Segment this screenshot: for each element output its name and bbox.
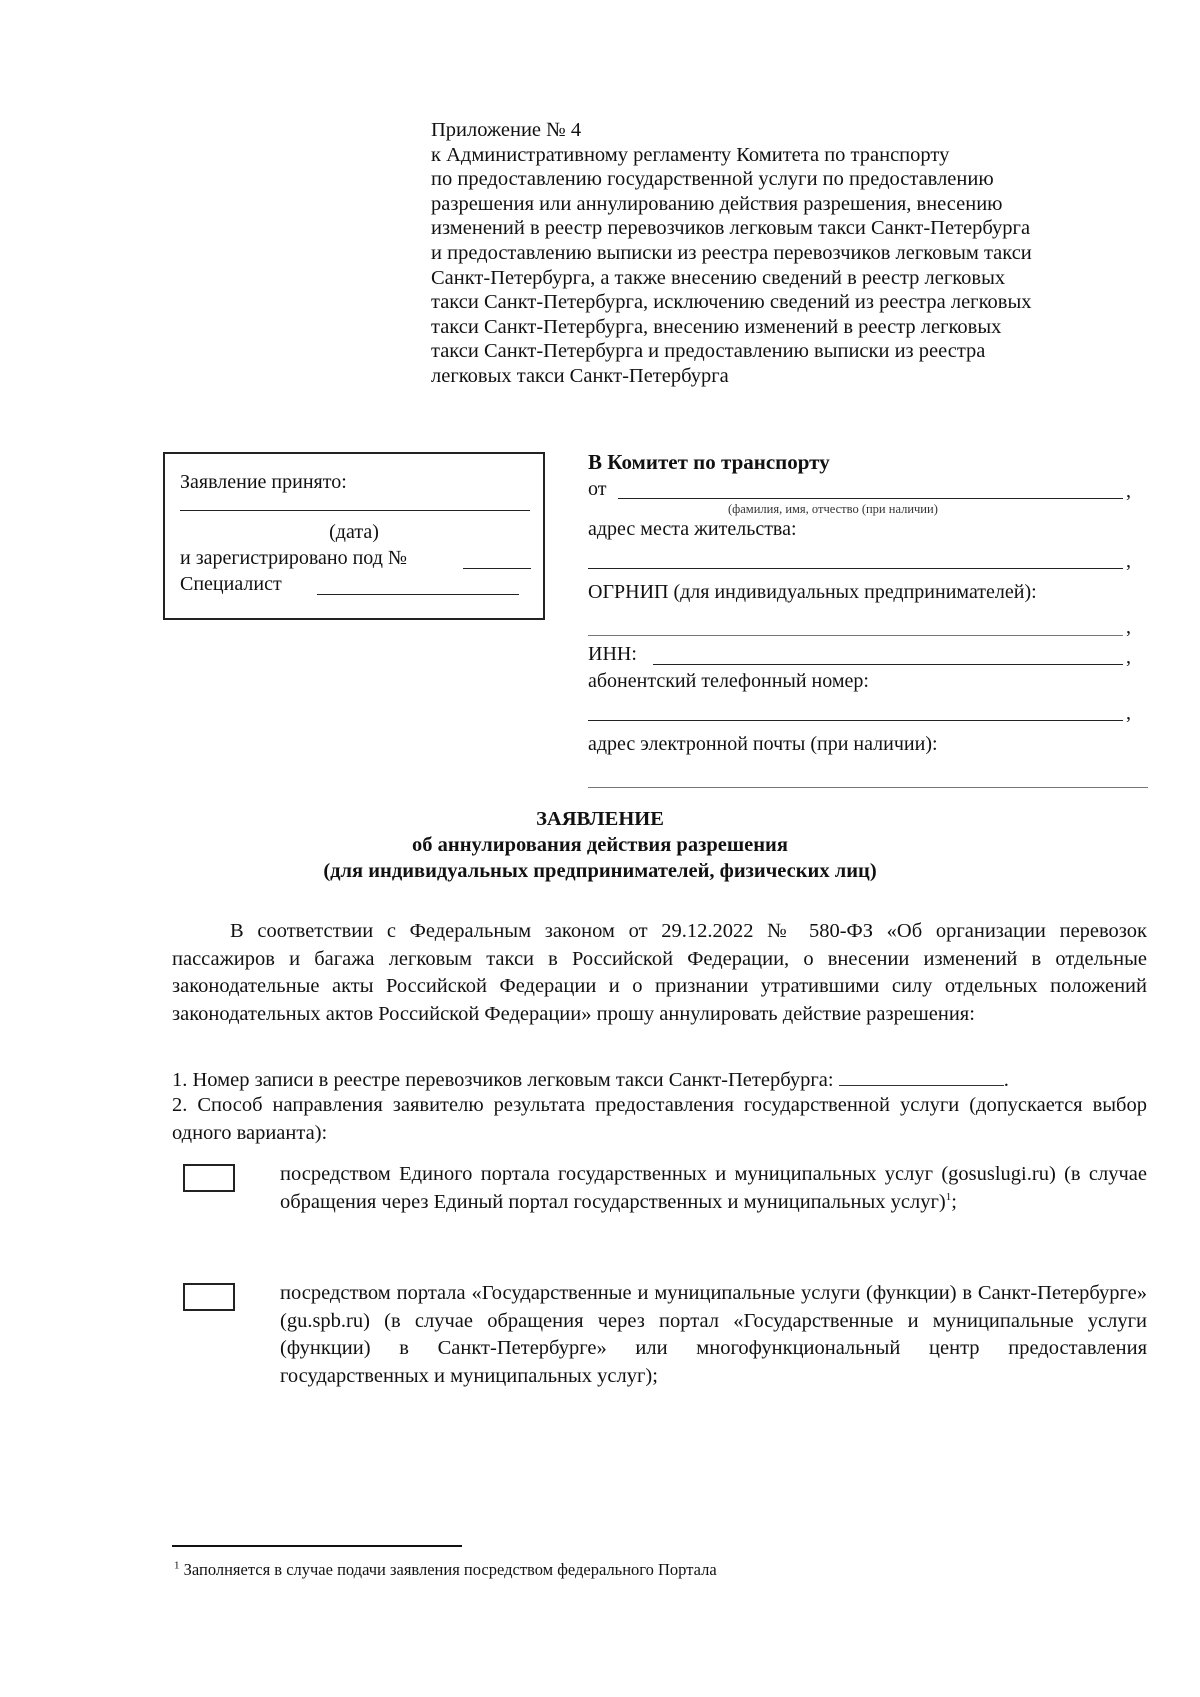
registered-label: и зарегистрировано под № [180,547,407,569]
residence-field[interactable] [588,568,1123,569]
comma: , [1126,702,1131,724]
option-2-text: посредством портала «Государственные и муниципальные услуги (функции) в Санкт-Петербурге» (gu.spb.ru) (в случае обращения через портал «Государственные и муниципальные услуги (функции) в Санкт-Петербурге» или многофункциональный центр предоставления государственных и муниципальных услуг); [280,1282,1147,1387]
residence-label: адрес места жительства: [588,518,797,540]
item-2-text: 2. Способ направления заявителю результата предоставления государственной услуги (допускается выбор одного варианта): [172,1094,1147,1144]
specialist-field[interactable] [317,594,519,595]
item-2 [172,1092,1147,1147]
appendix-line: разрешения или аннулированию действия разрешения, внесению [431,192,1003,215]
footnote-text: Заполняется в случае подачи заявления посредством федерального Портала [183,1560,717,1579]
document-subtitle-2: (для индивидуальных предпринимателей, физических лиц) [323,860,877,882]
appendix-line: по предоставлению государственной услуги по предоставлению [431,168,994,191]
option-1 [280,1161,1147,1216]
intro-paragraph [172,918,1147,1028]
registry-number-field[interactable] [839,1065,1004,1086]
appendix-line: такси Санкт-Петербурга, внесению изменений в реестр легковых [431,315,1002,338]
appendix-line: к Административному регламенту Комитета по транспорту [431,143,950,166]
appendix-line: легковых такси Санкт-Петербурга [431,364,729,387]
addressee-title: В Комитет по транспорту [588,450,830,474]
appendix-line: и предоставлению выписки из реестра перевозчиков легковым такси [431,241,1032,264]
phone-field[interactable] [588,720,1123,721]
document-title: ЗАЯВЛЕНИЕ [536,808,664,830]
semicolon: ; [951,1190,957,1213]
comma: , [1126,646,1131,668]
appendix-header [431,118,1151,389]
footnote [174,1560,717,1580]
option-1-checkbox[interactable] [183,1164,235,1192]
appendix-line: такси Санкт-Петербурга и предоставлению выписки из реестра [431,340,986,363]
intro-text: В соответствии с Федеральным законом от 29.12.2022 № 580-ФЗ «Об организации перевозок пассажиров и багажа легковым такси в Российской Федерации, о внесении изменений в отдельные законодательные акты Российской Федерации и о признании утратившими силу отдельных положений законодательных актов Российской Федерации» прошу аннулировать действие разрешения: [172,920,1147,1025]
from-name-field[interactable] [618,498,1123,499]
appendix-line: Санкт-Петербурга, а также внесению сведений в реестр легковых [431,266,1006,289]
appendix-line: Приложение № 4 [431,119,582,141]
item-1-text: 1. Номер записи в реестре перевозчиков легковым такси Санкт-Петербурга: [172,1069,834,1091]
inn-label: ИНН: [588,643,637,665]
comma: , [1126,550,1131,572]
from-caption: (фамилия, имя, отчество (при наличии) [728,502,938,516]
item-1 [172,1065,1147,1095]
from-label: от [588,478,607,500]
option-1-text: посредством Единого портала государственных и муниципальных услуг (gosuslugi.ru) (в случае обращения через Единый портал государственных и муниципальных услуг) [280,1163,1147,1213]
accept-date-field[interactable] [180,510,530,511]
document-subtitle: об аннулирования действия разрешения [412,834,788,856]
appendix-line: такси Санкт-Петербурга, исключению сведений из реестра легковых [431,291,1032,314]
phone-label: абонентский телефонный номер: [588,670,869,692]
ogrnip-label: ОГРНИП (для индивидуальных предпринимателей): [588,581,1037,603]
comma: , [1126,616,1131,638]
acceptance-stamp-box [163,452,545,620]
email-label: адрес электронной почты (при наличии): [588,733,938,755]
comma: , [1126,480,1131,502]
footnote-ref: 1 [945,1190,952,1203]
ogrnip-field[interactable] [588,635,1123,636]
registration-number-field[interactable] [463,568,531,569]
option-2 [280,1280,1147,1390]
specialist-label: Специалист [180,573,282,595]
date-caption: (дата) [329,521,379,543]
inn-field[interactable] [653,664,1123,665]
appendix-line: изменений в реестр перевозчиков легковым такси Санкт-Петербурга [431,217,1031,240]
footnote-separator [172,1545,462,1547]
footnote-mark: 1 [174,1559,180,1572]
email-field[interactable] [588,787,1148,788]
option-2-checkbox[interactable] [183,1283,235,1311]
accepted-label: Заявление принято: [180,471,347,493]
period: . [1003,1069,1009,1091]
